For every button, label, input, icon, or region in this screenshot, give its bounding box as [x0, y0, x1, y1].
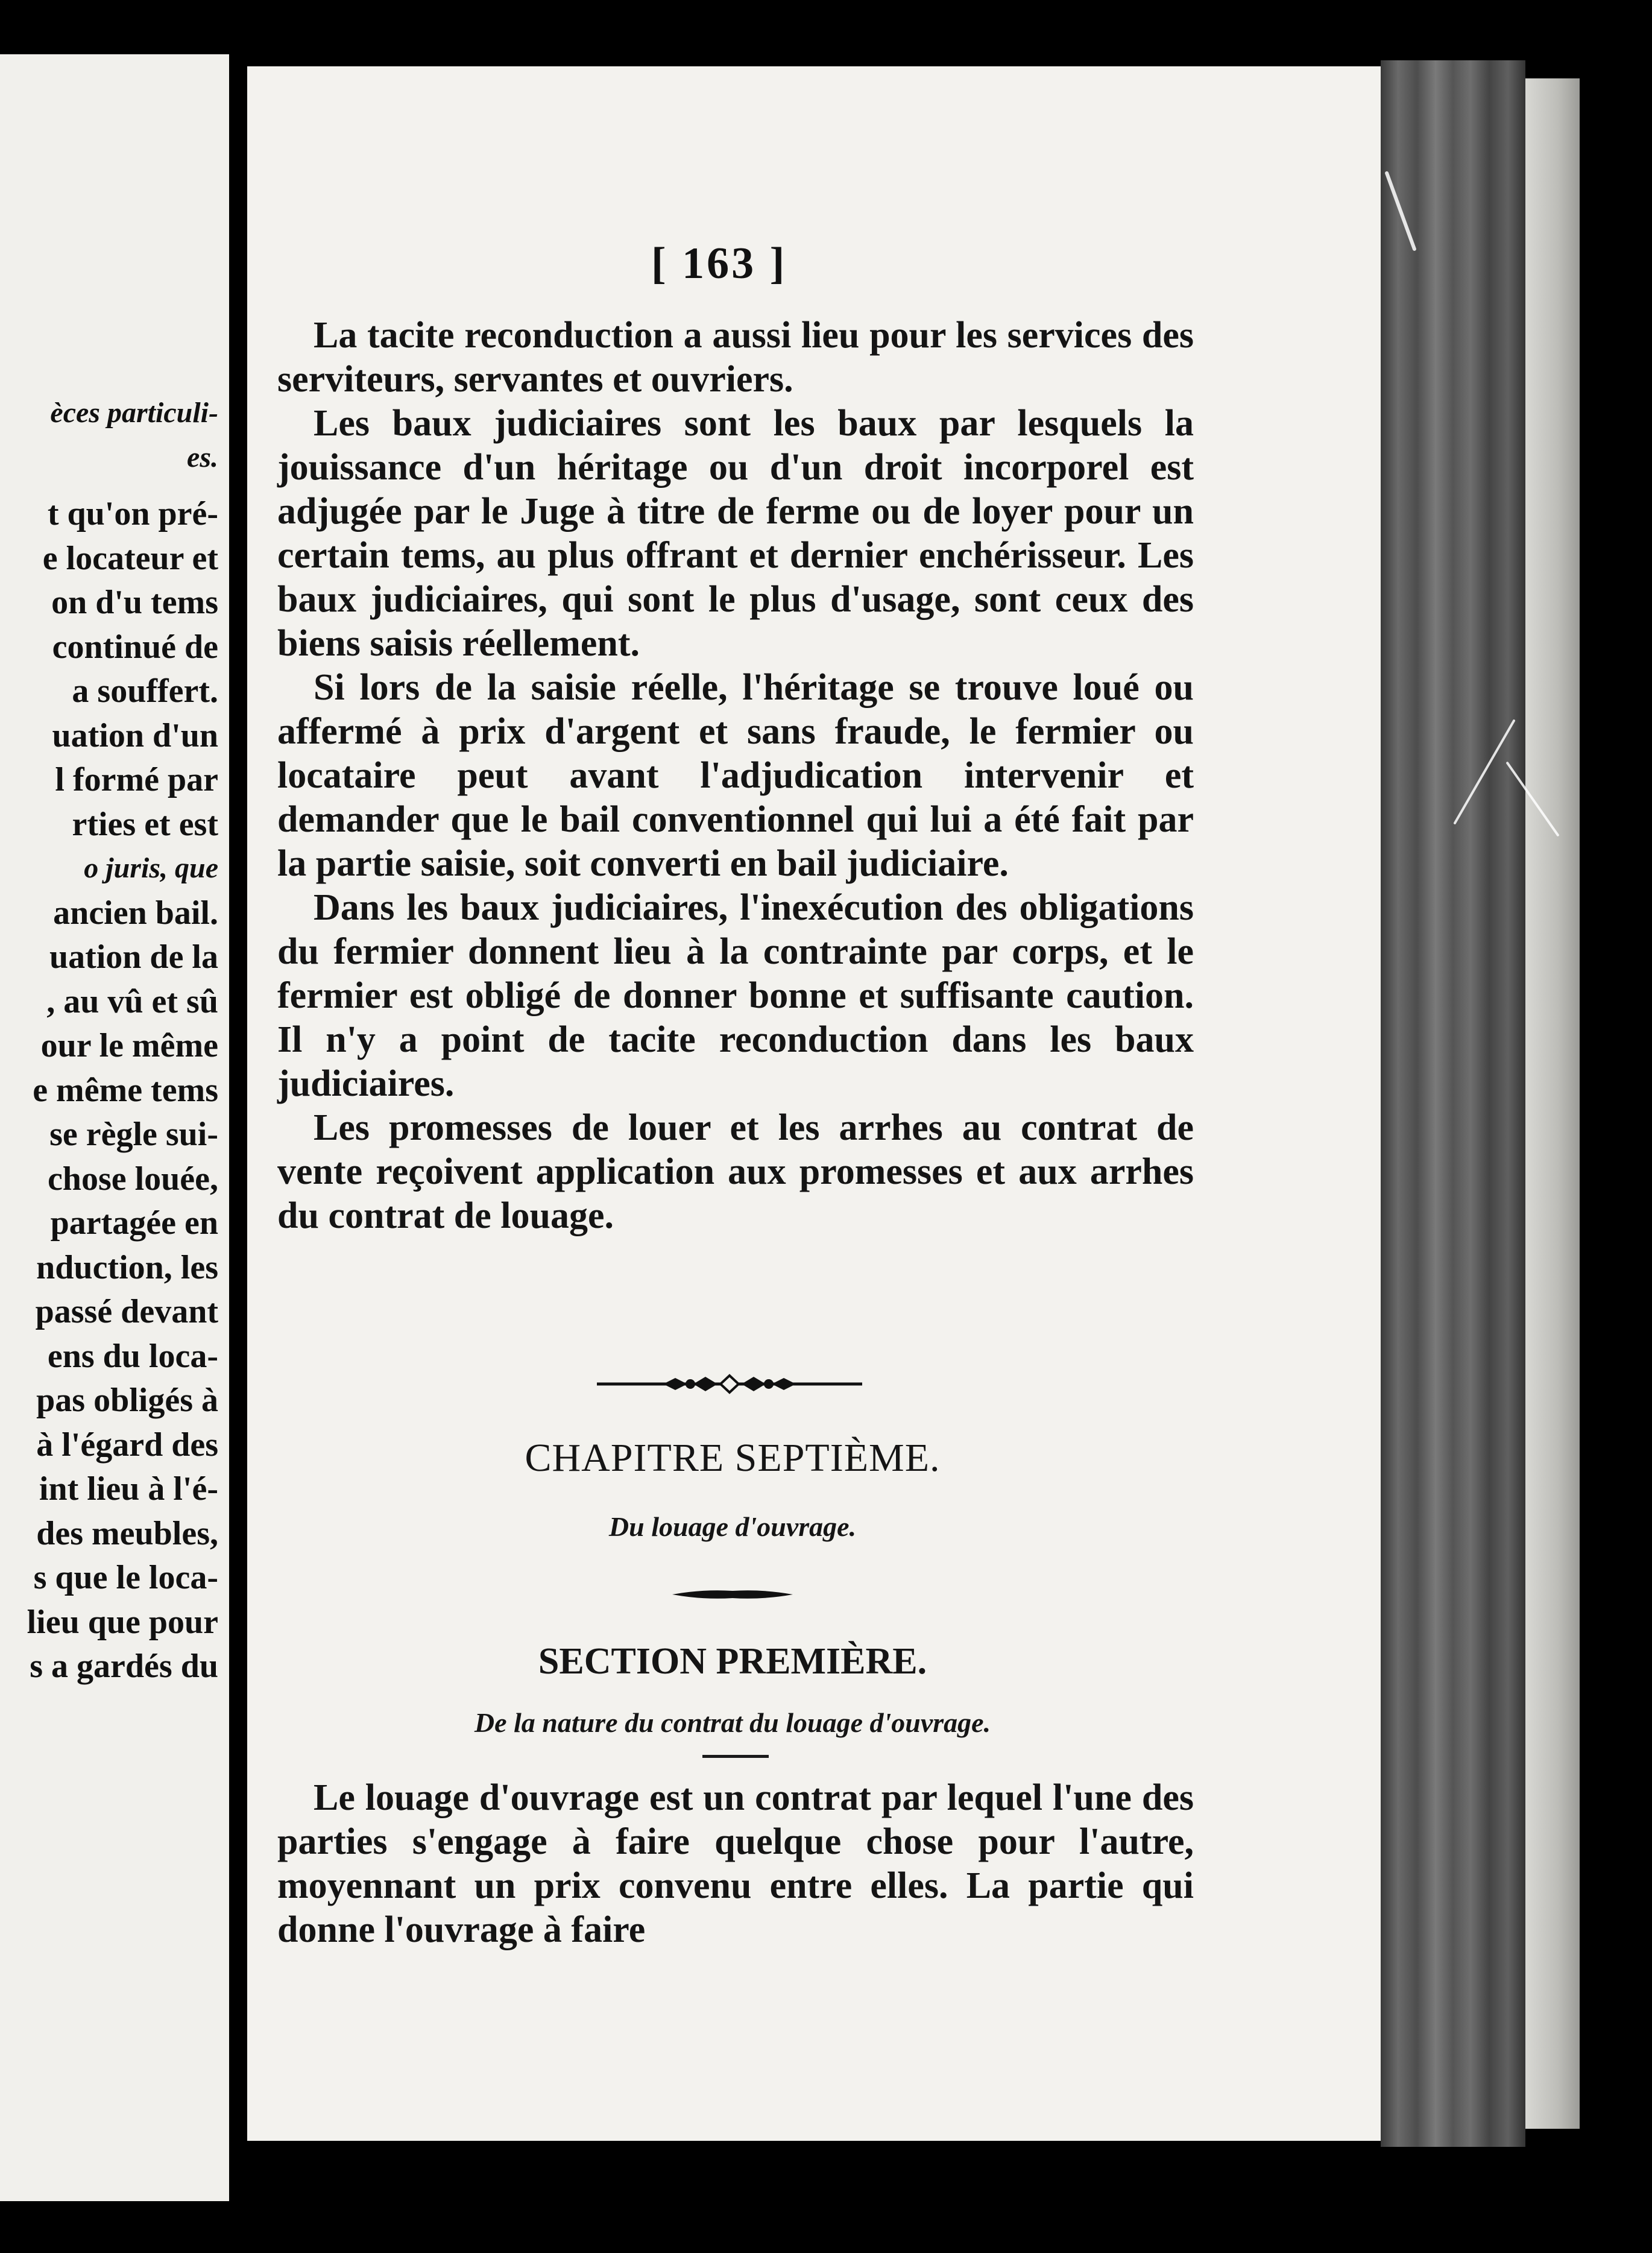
section-title: SECTION PREMIÈRE. [538, 1641, 927, 1682]
left-page-line: se règle sui- [49, 1116, 218, 1153]
paragraph: La tacite reconduction a aussi lieu pour les services des serviteurs, servantes et ouvriers. [277, 315, 1194, 400]
section-subtitle: De la nature du contrat du louage d'ouvrage. [474, 1707, 991, 1738]
left-page-line: èces particuli- [50, 397, 218, 429]
paragraph: Les promesses de louer et les arrhes au contrat de vente reçoivent application aux promesses et aux arrhes du contrat de louage. [277, 1107, 1194, 1236]
left-page-line: e locateur et [42, 539, 218, 577]
left-page-line: s que le loca- [33, 1559, 218, 1596]
left-page-line: int lieu à l'é- [39, 1470, 218, 1508]
left-page-line: our le même [40, 1027, 218, 1064]
left-page-line: t qu'on pré- [47, 495, 218, 532]
paragraph: Dans les baux judiciaires, l'inexécution des obligations du fermier donnent lieu à la contrainte par corps, et le fermier est obligé de donner bonne et suffisante caution. Il n'y a point de tacite reconduction dans les baux judiciaires. [277, 887, 1194, 1104]
ornament-divider [597, 1372, 862, 1396]
rule-ornament [672, 1588, 793, 1601]
left-page-line: a souffert. [72, 672, 218, 710]
page-edge [1525, 78, 1580, 2129]
left-page-line: des meubles, [36, 1514, 218, 1552]
paragraph: Si lors de la saisie réelle, l'héritage se trouve loué ou affermé à prix d'argent et sans fraude, le fermier ou locataire peut avant l'adjudication intervenir et demander que le bail conventionnel qui lui a été fait par la partie saisie, soit converti en bail judiciaire. [277, 667, 1194, 884]
body-text-bottom [277, 1776, 1194, 1952]
left-page-line: continué de [52, 628, 218, 666]
left-page-line: e même tems [33, 1071, 218, 1109]
left-page-line: , au vû et sû [46, 982, 218, 1020]
left-page-line: l formé par [55, 761, 218, 798]
page-number: [ 163 ] [651, 239, 787, 288]
chapter-subtitle: Du louage d'ouvrage. [608, 1511, 857, 1542]
left-page-line: uation de la [49, 938, 218, 976]
left-page-line: o juris, que [84, 852, 218, 884]
left-page-line: ancien bail. [53, 894, 218, 932]
left-page-line: partagée en [50, 1204, 218, 1242]
short-rule [702, 1755, 769, 1758]
left-page-line: s a gardés du [30, 1648, 218, 1685]
left-page-line: nduction, les [36, 1248, 218, 1286]
left-page-line: ens du loca- [47, 1337, 218, 1375]
left-page-line: lieu que pour [27, 1603, 218, 1641]
left-page-line: rties et est [72, 805, 218, 843]
left-page-line: uation d'un [52, 716, 218, 754]
paragraph: Les baux judiciaires sont les baux par lesquels la jouissance d'un héritage ou d'un droit incorporel est adjugée par le Juge à titre de ferme ou de loyer pour un certain tems, au plus offrant et dernier enchérisseur. Les baux judiciaires, qui sont le plus d'usage, sont ceux des biens saisis réellement. [277, 403, 1194, 664]
left-page-line: chose louée, [47, 1160, 218, 1198]
left-page-line: pas obligés à [36, 1382, 218, 1419]
left-page-fragment [0, 54, 229, 2201]
body-text-top [277, 314, 1194, 1238]
paragraph: Le louage d'ouvrage est un contrat par lequel l'une des parties s'engage à faire quelque chose pour l'autre, moyennant un prix convenu entre elles. La partie qui donne l'ouvrage à faire [277, 1777, 1194, 1950]
book-gutter [1381, 60, 1525, 2147]
left-page-line: à l'égard des [36, 1426, 218, 1464]
left-page-line: passé devant [35, 1293, 218, 1330]
left-page-line: on d'u tems [51, 584, 218, 621]
chapter-title: CHAPITRE SEPTIÈME. [525, 1436, 941, 1480]
left-page-line: es. [187, 441, 218, 473]
